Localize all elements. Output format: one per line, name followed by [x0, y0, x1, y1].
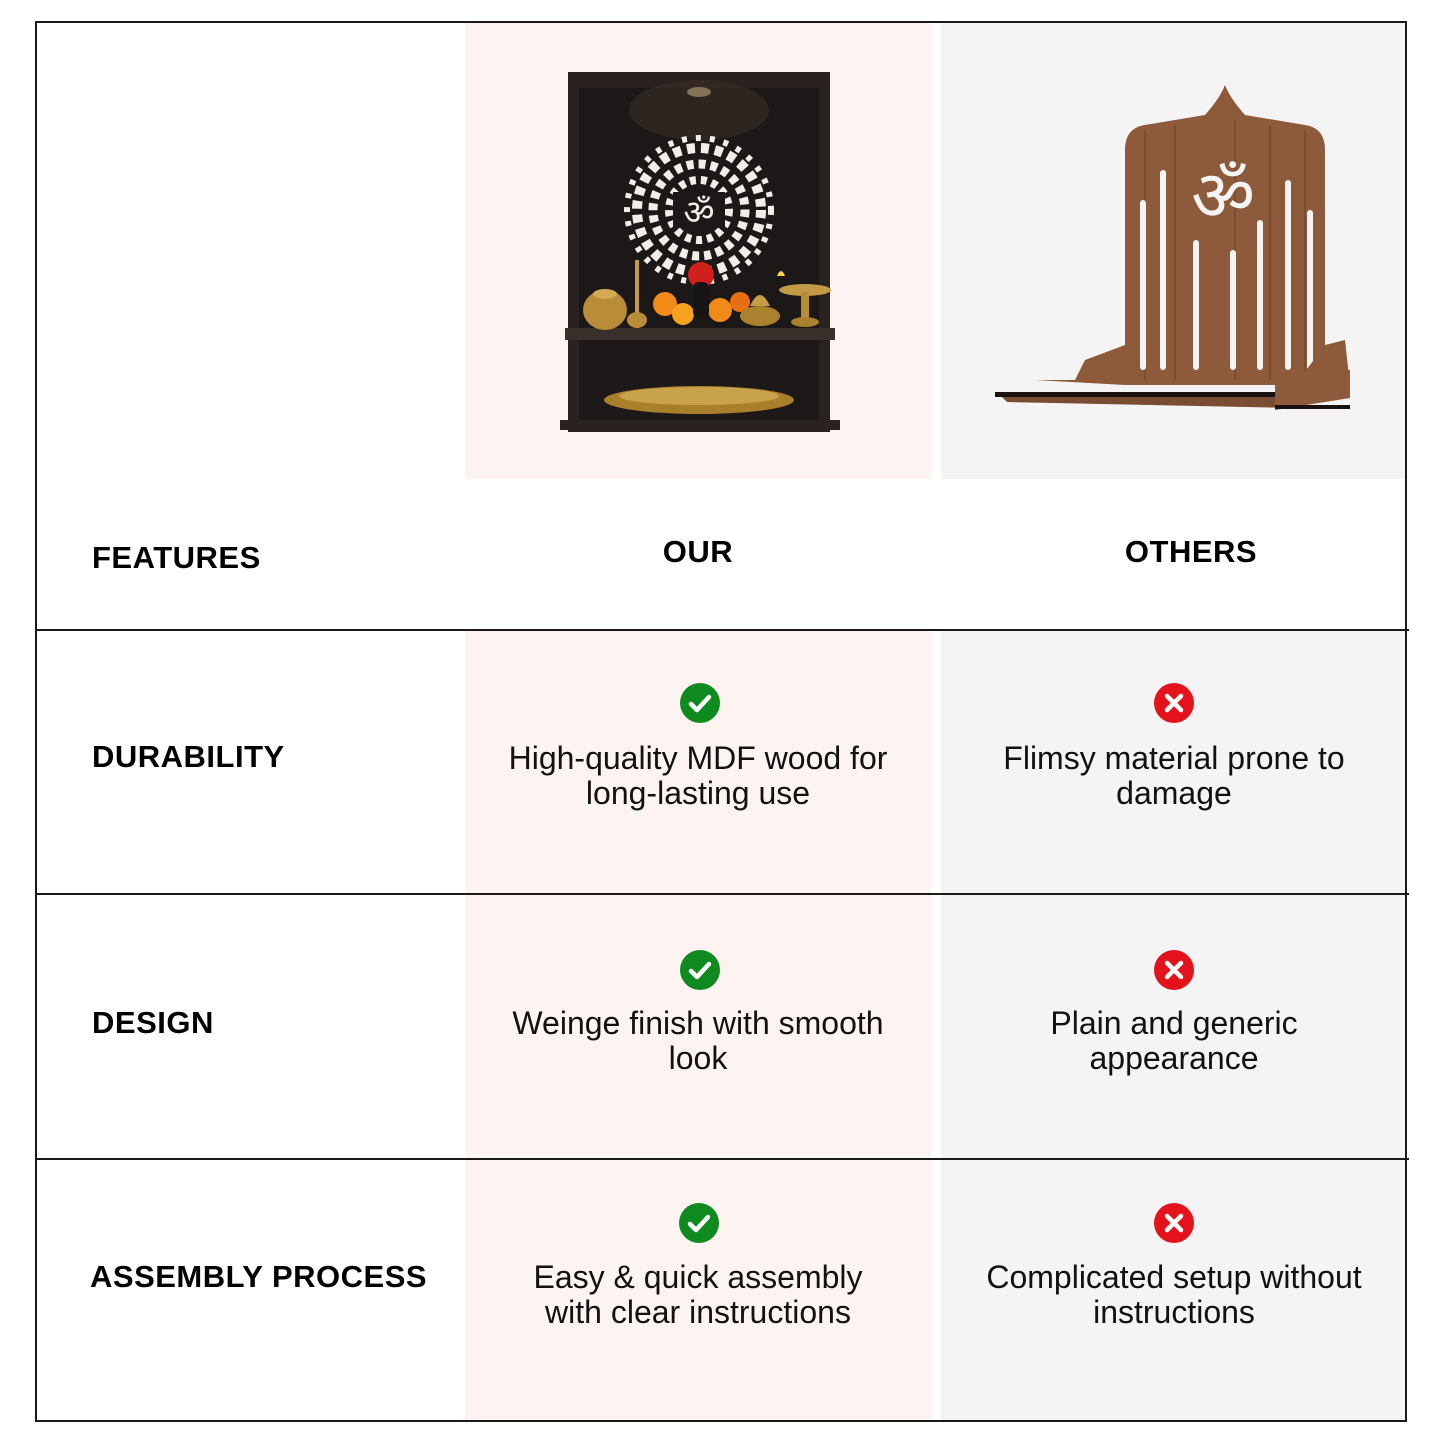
row-divider [35, 1158, 1409, 1160]
check-circle-icon [679, 1203, 719, 1243]
our-durability-text [465, 741, 931, 811]
others-durability-text [941, 741, 1407, 811]
feature-durability: DURABILITY [92, 739, 285, 774]
feature-design: DESIGN [92, 1005, 214, 1040]
x-circle-icon [1154, 950, 1194, 990]
others-assembly-text [941, 1260, 1407, 1330]
x-circle-icon [1154, 1203, 1194, 1243]
others-durability-line1: Flimsy material prone to [1003, 740, 1345, 776]
row-divider [35, 629, 1409, 631]
svg-text:ॐ: ॐ [683, 193, 715, 233]
others-design-line1: Plain and generic [1050, 1005, 1298, 1041]
our-design-text [465, 1006, 931, 1076]
svg-text:ॐ: ॐ [1191, 155, 1255, 237]
features-header: FEATURES [92, 540, 261, 575]
our-assembly-line1: Easy & quick assembly [533, 1259, 863, 1295]
others-assembly-line1: Complicated setup without [986, 1259, 1362, 1295]
x-circle-icon [1154, 683, 1194, 723]
others-design-line2: appearance [1089, 1040, 1259, 1076]
our-durability-line1: High-quality MDF wood for [508, 740, 888, 776]
our-assembly-text [465, 1260, 931, 1330]
feature-assembly-process: ASSEMBLY PROCESS [90, 1259, 428, 1294]
others-column-header: OTHERS [1124, 534, 1258, 569]
row-divider [35, 893, 1409, 895]
our-column-header: OUR [662, 534, 734, 569]
our-mandir-image [555, 70, 845, 435]
others-mandir-image [995, 80, 1365, 410]
our-assembly-line2: with clear instructions [545, 1294, 851, 1330]
check-circle-icon [680, 683, 720, 723]
others-design-text [941, 1006, 1407, 1076]
our-design-line1: Weinge finish with smooth [512, 1005, 884, 1041]
our-durability-line2: long-lasting use [585, 775, 811, 811]
check-circle-icon [680, 950, 720, 990]
others-durability-line2: damage [1116, 775, 1232, 811]
others-assembly-line2: instructions [1093, 1294, 1255, 1330]
our-design-line2: look [668, 1040, 728, 1076]
